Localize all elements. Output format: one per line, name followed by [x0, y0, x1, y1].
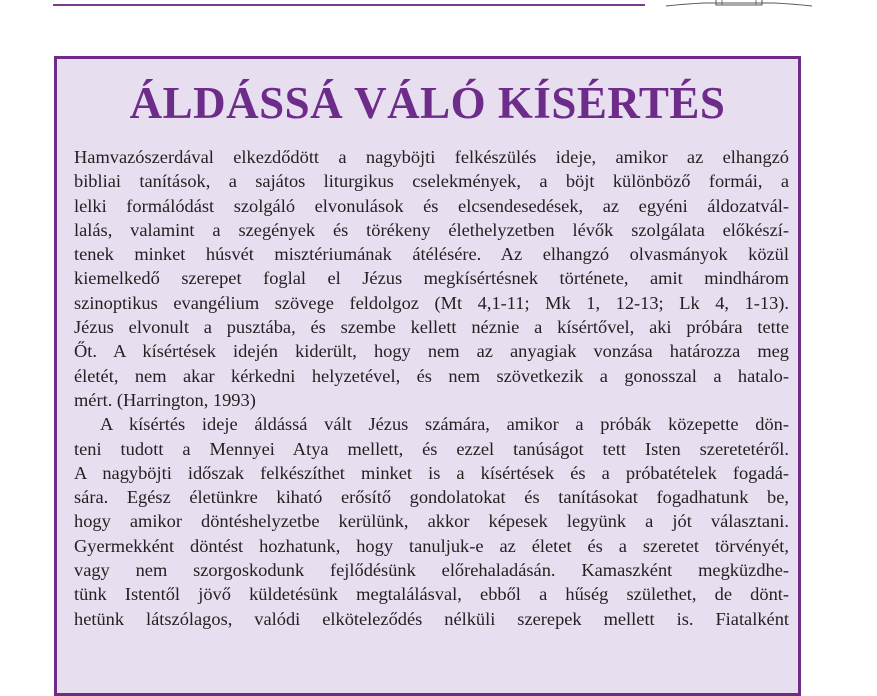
text-line: sára. Egész életünkre kiható erősítő gondolatokat és tanításokat fogadhatunk be, — [74, 487, 789, 508]
text-line: Őt. A kísértések idején kiderült, hogy nem az anyagiak vonzása határozza meg — [74, 341, 789, 362]
text-line: tünk Istentől jövő küldetésünk megtalálásval, ebből a hűség születhet, de dönt- — [74, 584, 789, 605]
text-line: hogy amikor döntéshelyzetbe kerülünk, akkor képesek legyünk a jót választani. — [74, 511, 789, 532]
paragraph-1 — [74, 145, 789, 412]
article-body — [74, 145, 789, 631]
article-box — [54, 56, 801, 696]
text-line: hetünk látszólagos, valódi elköteleződés nélküli szerepek mellett is. Fiatalként — [74, 608, 789, 629]
paragraph-2 — [74, 412, 789, 631]
text-line: Jézus elvonult a pusztába, és szembe kellett néznie a kísértővel, aki próbára tette — [74, 317, 789, 338]
text-line: lalás, valamint a szegények és törékeny élethelyzetben lévők szolgálata előkészí- — [74, 219, 789, 240]
text-line: bibliai tanítások, a sajátos liturgikus cselekmények, a böjt különböző formái, a — [74, 171, 789, 192]
text-line: mért. (Harrington, 1993) — [74, 389, 256, 410]
text-line: Hamvazószerdával elkezdődött a nagyböjti felkészülés ideje, amikor az elhangzó — [74, 147, 789, 167]
text-line: Gyermekként döntést hozhatunk, hogy tanuljuk-e az életet és a szeretet törvényét, — [74, 535, 789, 556]
text-line: vagy nem szorgoskodunk fejlődésünk előrehaladásán. Kamaszként megküzdhe- — [74, 560, 789, 581]
text-line: kiemelkedő szerepet foglal el Jézus megkísértésnek története, amit mindhárom — [74, 268, 789, 289]
text-line: szinoptikus evangélium szövege feldolgoz (Mt 4,1-11; Mk 1, 12-13; Lk 4, 1-13). — [74, 292, 789, 313]
text-line: tenek minket húsvét misztériumának átélésére. Az elhangzó olvasmányok közül — [74, 244, 789, 265]
page-corner-ornament — [664, 0, 814, 8]
article-title: ÁLDÁSSÁ VÁLÓ KÍSÉRTÉS — [129, 78, 726, 128]
text-line: A kísértés ideje áldássá vált Jézus számára, amikor a próbák közepette dön- — [100, 414, 789, 435]
text-line: A nagyböjti időszak felkészíthet minket is a kísértések és a próbatételek fogadá- — [74, 462, 789, 483]
text-line: lelki formálódást szolgáló elvonulások és elcsendesedések, az egyéni áldozatvál- — [74, 195, 789, 216]
top-divider-line — [53, 4, 645, 6]
text-line: teni tudott a Mennyei Atya mellett, és ezzel tanúságot tett Isten szeretetéről. — [74, 438, 789, 459]
text-line: életét, nem akar kérkedni helyzetével, és nem szövetkezik a gonosszal a hatalo- — [74, 365, 789, 386]
